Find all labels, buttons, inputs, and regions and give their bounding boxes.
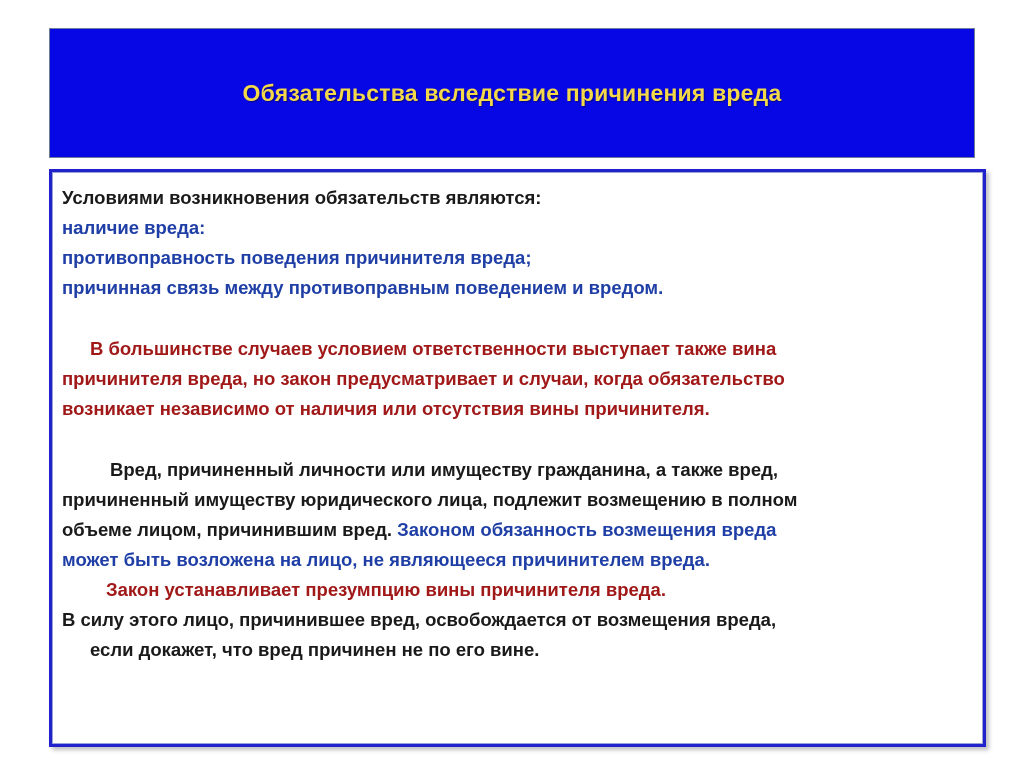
guilt-line: В большинстве случаев условием ответственности выступает также вина (90, 338, 777, 359)
compensation-line-mixed (62, 515, 977, 545)
conditions-intro: Условиями возникновения обязательств являются: (62, 187, 542, 208)
guilt-line: причинителя вреда, но закон предусматривает и случаи, когда обязательство (62, 368, 785, 389)
compensation-line: причиненный имуществу юридического лица, подлежит возмещению в полном (62, 489, 798, 510)
spacer (62, 424, 977, 455)
compensation-text-blue: Законом обязанность возмещения вреда (397, 519, 777, 540)
guilt-line: возникает независимо от наличия или отсутствия вины причинителя. (62, 398, 710, 419)
slide-title: Обязательства вследствие причинения вреда (242, 79, 782, 106)
presumption-line: если докажет, что вред причинен не по его вине. (90, 639, 540, 660)
compensation-text-black: объеме лицом, причинившим вред. (62, 519, 398, 540)
presumption-heading: Закон устанавливает презумпцию вины причинителя вреда. (106, 579, 666, 600)
condition-item: причинная связь между противоправным поведением и вредом. (62, 277, 664, 298)
content-text (62, 183, 977, 665)
compensation-line: может быть возложена на лицо, не являющееся причинителем вреда. (62, 549, 710, 570)
presumption-line: В силу этого лицо, причинившее вред, освобождается от возмещения вреда, (62, 609, 777, 630)
compensation-line: Вред, причиненный личности или имуществу гражданина, а также вред, (110, 459, 779, 480)
condition-item: наличие вреда: (62, 217, 206, 238)
title-bar (49, 28, 975, 158)
spacer (62, 303, 977, 334)
condition-item: противоправность поведения причинителя вреда; (62, 247, 532, 268)
